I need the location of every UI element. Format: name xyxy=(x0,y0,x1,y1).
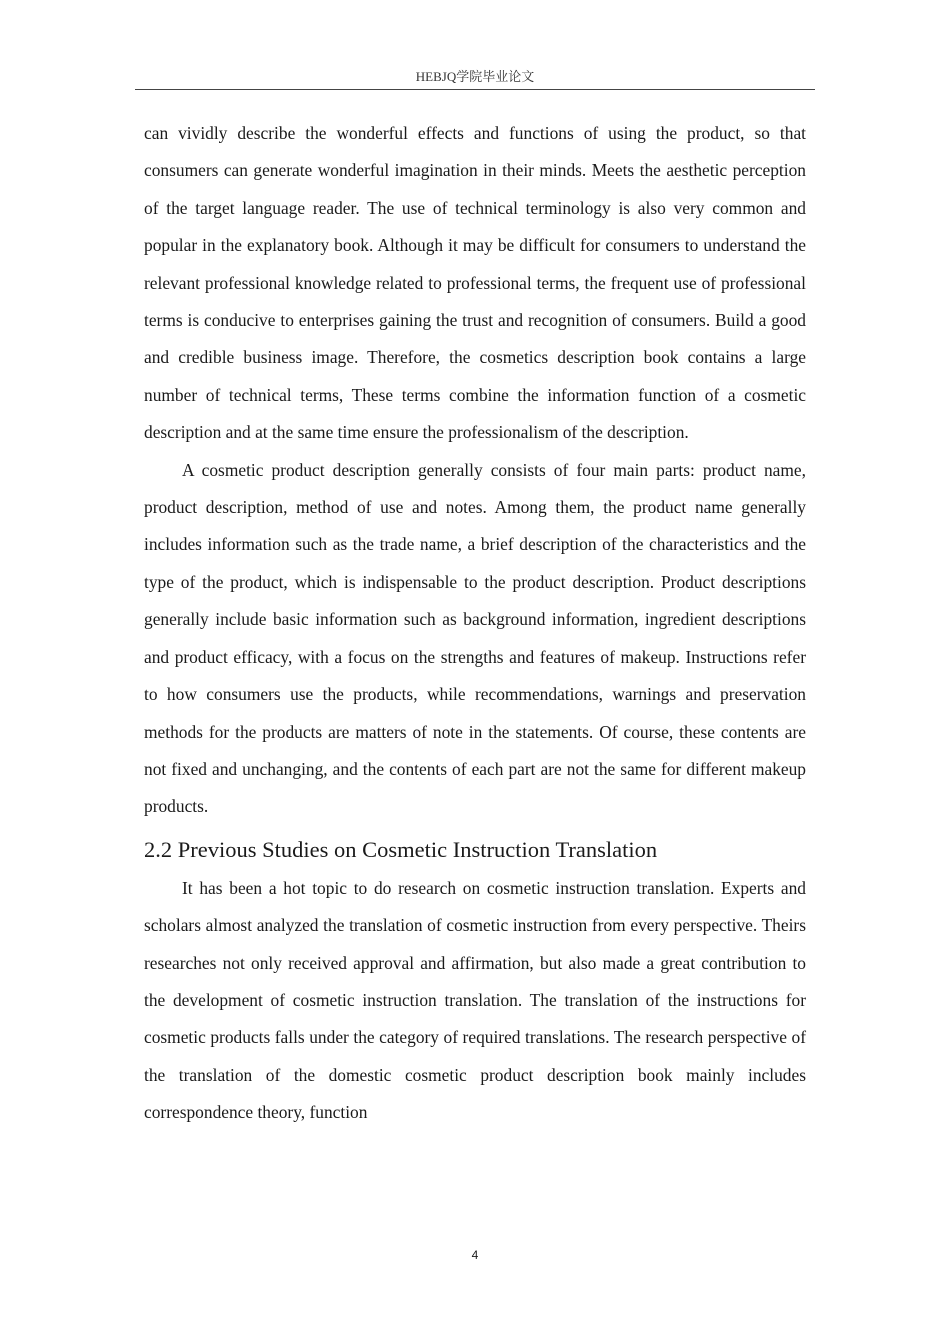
body-paragraph: can vividly describe the wonderful effects and functions of using the product, so that consumers can generate wonderful imagination in their minds. Meets the aesthetic perception of the target language reader. The use of technical terminology is also very common and popular in the explanatory book. Although it may be difficult for consumers to understand the relevant professional knowledge related to professional terms, the frequent use of professional terms is conducive to enterprises gaining the trust and recognition of consumers. Build a good and credible business image. Therefore, the cosmetics description book contains a large number of technical terms, These terms combine the information function of a cosmetic description and at the same time ensure the professionalism of the description. xyxy=(144,123,806,443)
header-divider xyxy=(135,89,815,90)
section-heading: 2.2 Previous Studies on Cosmetic Instruction Translation xyxy=(144,836,658,862)
page-body xyxy=(144,115,806,1132)
page-header: HEBJQ学院毕业论文 xyxy=(415,69,535,84)
body-paragraph: It has been a hot topic to do research on cosmetic instruction translation. Experts and scholars almost analyzed the translation of cosmetic instruction from every perspective. Theirs researches not only received approval and affirmation, but also made a great contribution to the development of cosmetic instruction translation. The translation of the instructions for cosmetic products falls under the category of required translations. The research perspective of the translation of the domestic cosmetic product description book mainly includes correspondence theory, function xyxy=(144,877,806,1123)
page-number: 4 xyxy=(471,1248,479,1262)
body-paragraph: A cosmetic product description generally consists of four main parts: product name, product description, method of use and notes. Among them, the product name generally includes information such as the trade name, a brief description of the characteristics and the type of the product, which is indispensable to the product description. Product descriptions generally include basic information such as background information, ingredient descriptions and product efficacy, with a focus on the strengths and features of makeup. Instructions refer to how consumers use the products, while recommendations, warnings and preservation methods for the products are matters of note in the statements. Of course, these contents are not fixed and unchanging, and the contents of each part are not the same for different makeup products. xyxy=(144,459,806,817)
